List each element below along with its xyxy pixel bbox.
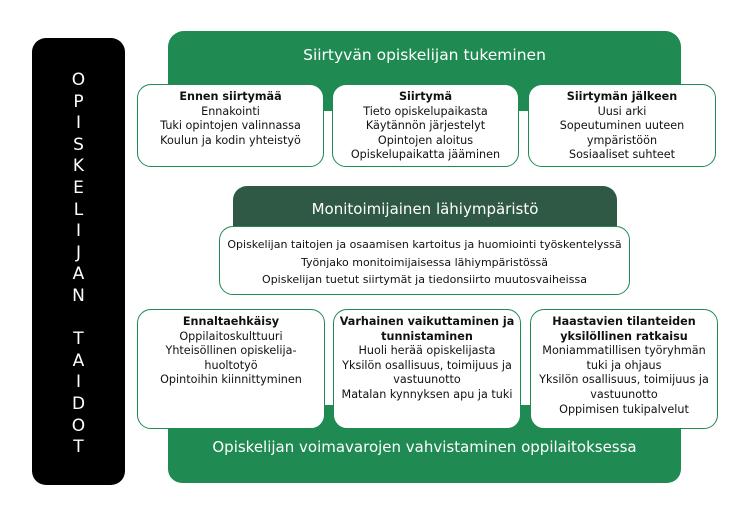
box-siirtyma [332,84,519,167]
sidebar-opiskelijan-taidot [32,38,125,485]
sidebar-letter: P [73,91,84,112]
box-item: huoltotyö [204,358,258,372]
box-title-line2: yksilöllinen ratkaisu [560,329,688,343]
box-item: Käytännön järjestelyt [365,119,486,133]
box-ennen-siirtymaa [137,84,324,167]
sidebar-letter: I [75,113,81,134]
sidebar-letter: T [73,329,84,350]
sidebar-letter: E [73,177,84,198]
sidebar-letter: K [72,156,85,177]
box-item: Opiskelijan tuetut siirtymät ja tiedonsiirto muutosvaiheissa [262,273,587,286]
box-item: Moniammatillisen työryhmän [542,344,706,358]
box-title-line2: tunnistaminen [381,329,473,343]
box-item: Matalan kynnyksen apu ja tuki [341,387,513,401]
box-title: Haastavien tilanteiden [552,315,696,328]
sidebar-letter: O [71,70,86,90]
box-item: Ennakointi [201,104,260,118]
box-item: vastuunotto [393,373,461,387]
box-ennaltaehkaisy [137,309,325,429]
box-title: Siirtymän jälkeen [566,90,678,103]
box-item: Oppimisen tukipalvelut [559,402,689,416]
sidebar-letter: A [72,350,85,371]
box-item: Huoli herää opiskelijasta [358,344,496,358]
box-siirtyman-jalkeen [528,84,716,167]
box-title: Ennaltaehkäisy [182,315,280,328]
box-item: Sosiaaliset suhteet [568,148,675,162]
box-item: Työnjako monitoimijaisessa lähiympäristössä [301,255,548,269]
box-item: Oppilaitoskulttuuri [179,329,283,343]
box-item: ympäristöön [586,133,658,147]
box-item: Sopeutuminen uuteen [559,119,685,133]
box-item: Tuki opintojen valinnassa [160,119,301,133]
sidebar-letter: N [72,285,85,306]
box-item: Uusi arki [597,104,647,118]
box-monitoimijainen [219,226,630,295]
sidebar-letter: A [72,264,85,285]
middle-band-title: Monitoimijainen lähiympäristö [311,200,539,218]
box-item: tuki ja ohjaus [586,358,662,372]
bottom-band-title: Opiskelijan voimavarojen vahvistaminen oppilaitoksessa [212,438,637,456]
box-item: Yhteisöllinen opiskelija- [165,344,297,358]
box-item: Opintojen aloitus [377,133,474,147]
box-item: Yksilön osallisuus, toimijuus ja [342,358,512,372]
sidebar-letter: D [71,393,86,414]
box-item: Opiskelijan taitojen ja osaamisen kartoitus ja huomiointi työskentelyssä [227,238,622,251]
sidebar-letter: L [73,199,84,220]
sidebar-letter: O [71,415,86,436]
box-varhainen-vaikuttaminen [333,309,521,429]
sidebar-letter: T [73,437,84,458]
box-item: Koulun ja kodin yhteistyö [160,133,301,147]
box-item: vastuunotto [590,387,658,401]
sidebar-letter: I [75,372,81,393]
box-item: Tieto opiskelupaikasta [363,104,488,118]
box-title: Siirtymä [398,90,453,103]
sidebar-letter: I [75,221,81,242]
top-band-title: Siirtyvän opiskelijan tukeminen [303,46,546,64]
box-item: Opintoihin kiinnittyminen [160,373,302,387]
box-title: Ennen siirtymää [179,90,282,103]
box-title: Varhainen vaikuttaminen ja [339,315,515,328]
sidebar-letter: S [73,134,84,155]
sidebar-letter: J [75,242,81,263]
box-item: Yksilön osallisuus, toimijuus ja [539,373,709,387]
box-haastavien-tilanteiden [530,309,718,429]
box-item: Opiskelupaikatta jääminen [350,148,501,162]
